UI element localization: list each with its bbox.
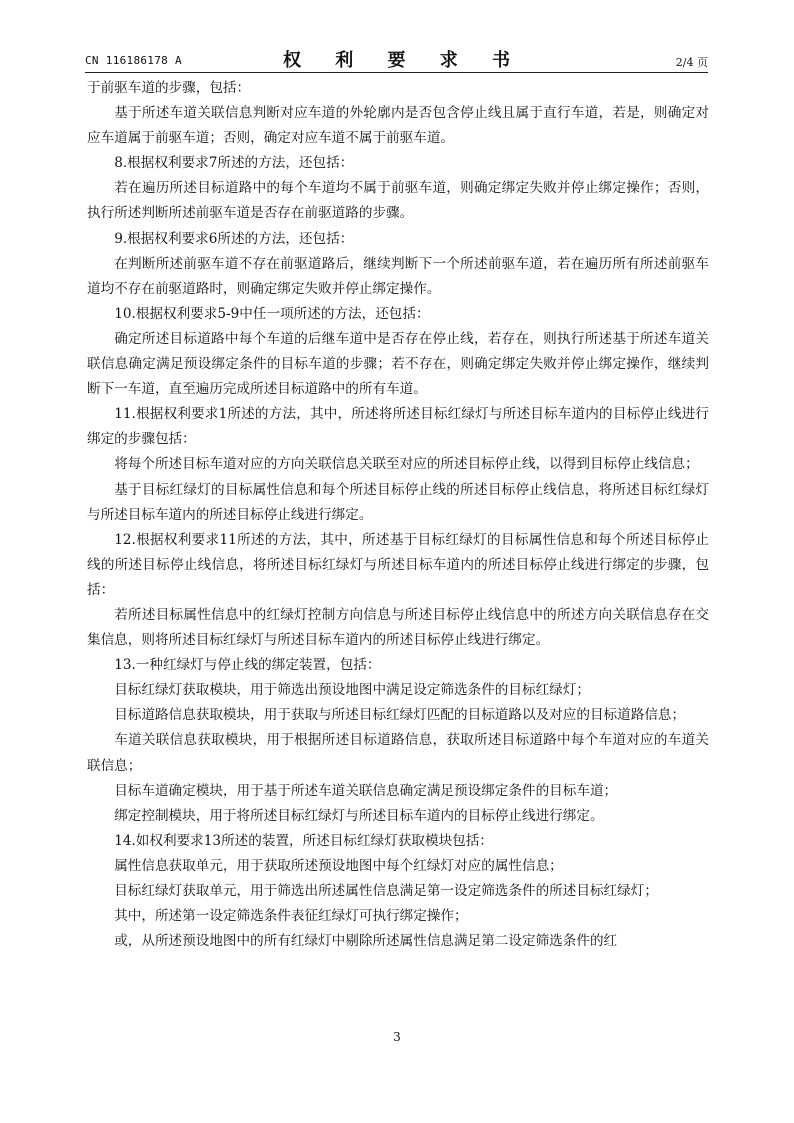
patent-number: CN 116186178 A <box>85 54 182 67</box>
claims-body <box>87 76 709 954</box>
claim-paragraph: 若在遍历所述目标道路中的每个车道均不属于前驱车道，则确定绑定失败并停止绑定操作；否则，执行所述判断所述前驱车道是否存在前驱道路的步骤。 <box>87 180 709 222</box>
claim-paragraph: 绑定控制模块，用于将所述目标红绿灯与所述目标车道内的目标停止线进行绑定。 <box>114 807 604 824</box>
header-divider <box>85 72 708 73</box>
claim-paragraph: 8.根据权利要求7所述的方法，还包括： <box>114 155 354 172</box>
claim-paragraph: 若所述目标属性信息中的红绿灯控制方向信息与所述目标停止线信息中的所述方向关联信息存在交集信息，则将所述目标红绿灯与所述目标车道内的所述目标停止线进行绑定。 <box>87 606 709 649</box>
claim-paragraph: 于前驱车道的步骤，包括： <box>87 80 251 96</box>
claim-paragraph: 车道关联信息获取模块，用于根据所述目标道路信息，获取所述目标道路中每个车道对应的车道关联信息； <box>87 732 709 774</box>
claim-paragraph: 目标道路信息获取模块，用于获取与所述目标红绿灯匹配的目标道路以及对应的目标道路信息； <box>114 707 686 724</box>
claim-paragraph: 目标车道确定模块，用于基于所述车道关联信息确定满足预设绑定条件的目标车道； <box>114 782 618 799</box>
claim-paragraph: 目标红绿灯获取单元，用于筛选出所述属性信息满足第一设定筛选条件的所述目标红绿灯； <box>114 883 658 899</box>
claim-paragraph: 12.根据权利要求11所述的方法，其中，所述基于目标红绿灯的目标属性信息和每个所述目标停止线的所述目标停止线信息，将所述目标红绿灯与所述目标车道内的所述目标停止线进行绑定的步骤，包括： <box>87 531 709 598</box>
claim-paragraph: 或，从所述预设地图中的所有红绿灯中剔除所述属性信息满足第二设定筛选条件的红 <box>114 933 618 950</box>
claim-paragraph: 目标红绿灯获取模块，用于筛选出预设地图中满足设定筛选条件的目标红绿灯； <box>114 682 590 699</box>
claim-paragraph: 其中，所述第一设定筛选条件表征红绿灯可执行绑定操作； <box>114 908 468 925</box>
claim-paragraph: 基于目标红绿灯的目标属性信息和每个所述目标停止线的所述目标停止线信息，将所述目标红绿灯与所述目标车道内的所述目标停止线进行绑定。 <box>87 481 709 523</box>
claim-paragraph: 将每个所述目标车道对应的方向关联信息关联至对应的所述目标停止线，以得到目标停止线信息； <box>114 456 699 473</box>
claim-paragraph: 13.一种红绿灯与停止线的绑定装置，包括： <box>114 657 381 674</box>
claim-paragraph: 属性信息获取单元，用于获取所述预设地图中每个红绿灯对应的属性信息； <box>114 857 563 874</box>
claim-paragraph: 11.根据权利要求1所述的方法，其中，所述将所述目标红绿灯与所述目标车道内的目标停止线进行绑定的步骤包括： <box>87 406 709 448</box>
claim-paragraph: 14.如权利要求13所述的装置，所述目标红绿灯获取模块包括： <box>114 832 493 849</box>
claim-paragraph: 确定所述目标道路中每个车道的后继车道中是否存在停止线，若存在，则执行所述基于所述车道关联信息确定满足预设绑定条件的目标车道的步骤；若不存在，则确定绑定失败并停止绑定操作，继续判断下一车道，直至遍历完成所述目标道路中的所有车道。 <box>87 330 709 398</box>
claim-paragraph: 10.根据权利要求5-9中任一项所述的方法，还包括： <box>114 305 430 322</box>
claim-paragraph: 基于所述车道关联信息判断对应车道的外轮廓内是否包含停止线且属于直行车道，若是，则确定对应车道属于前驱车道；否则，确定对应车道不属于前驱车道。 <box>87 105 709 147</box>
claim-paragraph: 9.根据权利要求6所述的方法，还包括： <box>114 230 354 247</box>
document-title: 权 利 要 求 书 <box>282 50 525 71</box>
page-number: 3 <box>393 1030 401 1044</box>
page-header <box>85 44 708 72</box>
claim-paragraph: 在判断所述前驱车道不存在前驱道路后，继续判断下一个所述前驱车道，若在遍历所有所述前驱车道均不存在前驱道路时，则确定绑定失败并停止绑定操作。 <box>87 255 709 297</box>
page-indicator: 2/4 页 <box>675 56 708 69</box>
